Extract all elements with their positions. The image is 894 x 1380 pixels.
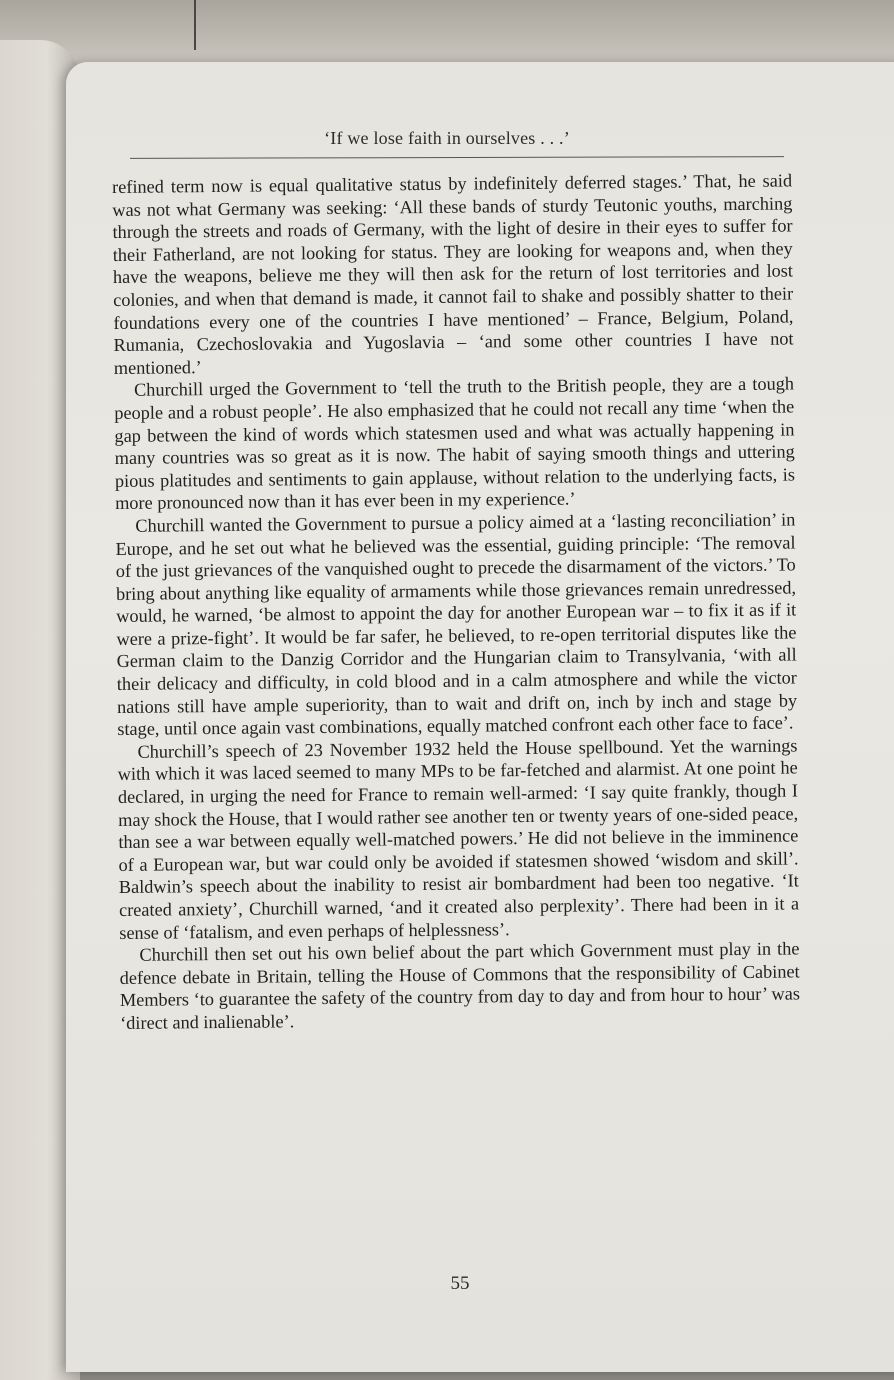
paragraph: Churchill then set out his own belief about the part which Government must play in the defence debate in Britain, telling the House of Commons that the responsibility of Cabinet Members ‘to guarantee the safety of the country from day to day and from hour to hour’ was ‘direct and inalienable’. [119, 938, 800, 1033]
body-text [112, 169, 800, 1034]
paragraph: refined term now is equal qualitative status by indefinitely deferred stages.’ That, he said was not what Germany was seeking: ‘All these bands of sturdy Teutonic youths, marching through the streets and roads of Germany, with the light of desire in their eyes to suffer for their Fatherland, are not looking for status. They are looking for weapons and, when they have the weapons, believe me they will then ask for the return of lost territories and lost colonies, and when that demand is made, it cannot fail to shake and possibly shatter to their foundations every one of the countries I have mentioned’ – France, Belgium, Poland, Rumania, Czechoslovakia and Yugoslavia – ‘and some other countries I have not mentioned.’ [112, 170, 794, 378]
paragraph: Churchill wanted the Government to pursue a policy aimed at a ‘lasting reconciliation’ in Europe, and he set out what he believed was the essential, guiding principle: ‘The removal of the just grievances of the vanquished ought to precede the disarmament of the victors.’ To bring about anything like equality of armaments while those grievances remain unredressed, would, he warned, ‘be almost to appoint the day for another European war – to fix it as if it were a prize-fight’. It would be far safer, he believed, to re-open territorial disputes like the German claim to the Danzig Corridor and the Hungarian claim to Transylvania, ‘with all their delicacy and difficulty, in cold blood and in a calm atmosphere and while the victor nations still have ample superiority, than to wait and drift on, inch by inch and stage by stage, until once again vast combinations, equally matched confront each other face to face’. [115, 509, 798, 740]
running-head: ‘If we lose faith in ourselves . . .’ [324, 128, 570, 148]
paragraph: Churchill’s speech of 23 November 1932 held the House spellbound. Yet the warnings with which it was laced seemed to many MPs to be far-fetched and alarmist. At one point he declared, in urging the need for France to remain well-armed: ‘I say quite frankly, though I may shock the House, that I would rather see another ten or twenty years of one-sided peace, than see a war between equally well-matched powers.’ He did not believe in the imminence of a European war, but war could only be avoided if statesmen showed ‘wisdom and skill’. Baldwin’s speech about the inability to resist air bombardment had been too negative. ‘It created anxiety’, Churchill warned, ‘and it created also perplexity’. There had been in it a sense of ‘fatalism, and even perhaps of helplessness’. [117, 735, 800, 943]
page-number: 55 [450, 1273, 470, 1294]
paragraph: Churchill urged the Government to ‘tell the truth to the British people, they are a tough people and a robust people’. He also emphasized that he could not recall any time ‘when the gap between the kind of words which statesmen used and what was actually happening in many countries was so great as it is now. The habit of saying smooth things and uttering pious platitudes and sentiments to gain applause, without relation to the underlying facts, is more pronounced now than it has ever been in my experience.’ [114, 373, 795, 514]
background-edge-mark [194, 0, 196, 50]
